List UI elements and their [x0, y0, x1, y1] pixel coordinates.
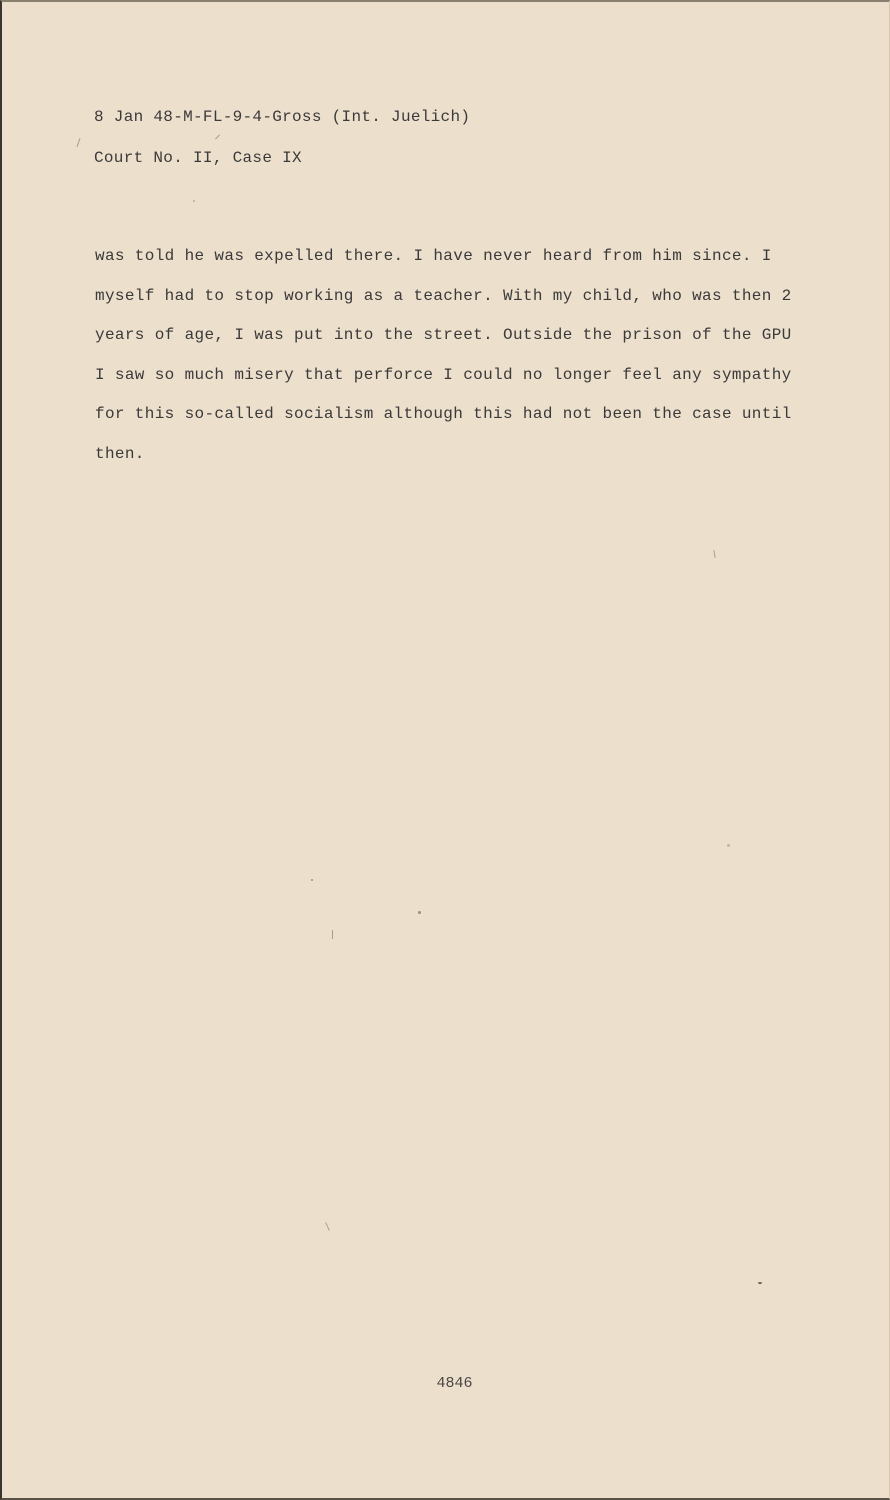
page-number: 4846	[436, 1375, 473, 1392]
paper-speck	[758, 1282, 762, 1284]
pencil-mark	[215, 135, 220, 140]
pencil-mark	[332, 930, 333, 939]
document-reference-line: 8 Jan 48-M-FL-9-4-Gross (Int. Juelich)	[94, 108, 471, 126]
body-line: I saw so much misery that perforce I could no longer feel any sympathy	[95, 365, 792, 384]
body-line: myself had to stop working as a teacher. With my child, who was then 2	[95, 286, 792, 305]
pencil-mark	[325, 1222, 330, 1231]
body-line: years of age, I was put into the street. Outside the prison of the GPU	[95, 326, 792, 344]
body-line: for this so-called socialism although this had not been the case until	[95, 405, 792, 423]
body-line: then.	[95, 444, 145, 463]
paper-speck	[311, 879, 313, 881]
pencil-mark	[76, 138, 80, 147]
body-paragraph	[95, 237, 795, 474]
paper-speck	[727, 844, 730, 847]
paper-speck	[193, 200, 195, 202]
body-line: was told he was expelled there. I have never heard from him since. I	[95, 247, 772, 265]
court-case-line: Court No. II, Case IX	[94, 149, 302, 167]
pencil-mark	[713, 550, 715, 558]
paper-speck	[418, 911, 421, 914]
